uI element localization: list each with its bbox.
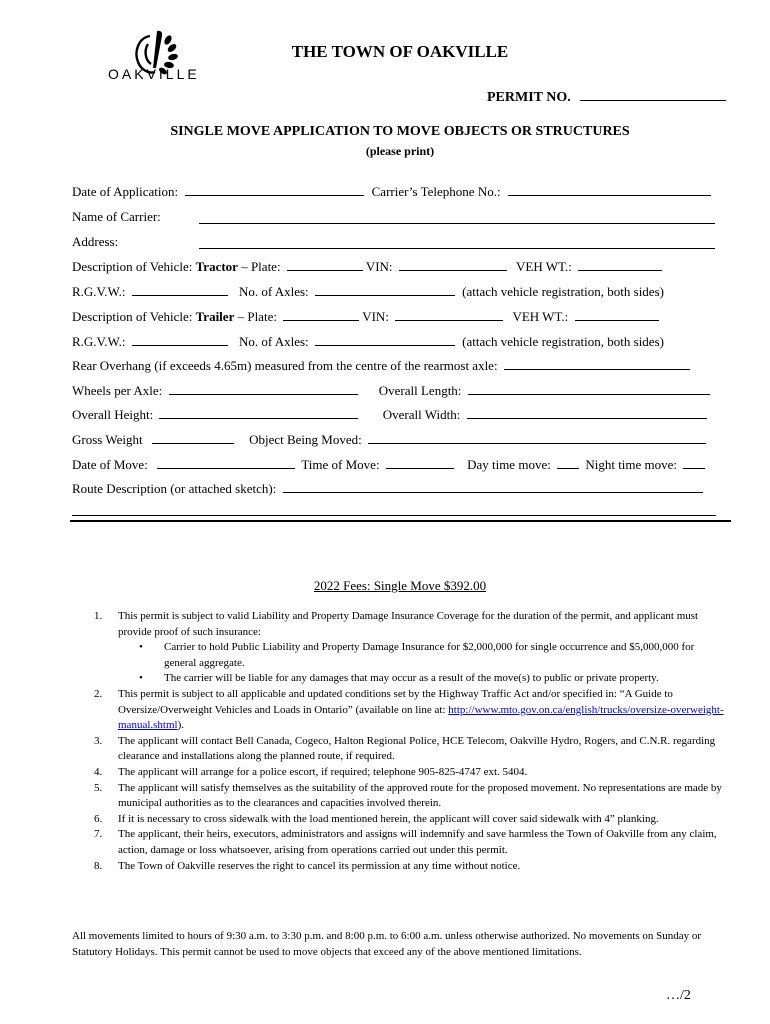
row-route [72, 481, 703, 497]
trailer-rgvw-blank[interactable] [132, 334, 228, 346]
day-time-move-blank[interactable] [557, 457, 579, 469]
route-description-blank-2[interactable] [72, 504, 716, 516]
tractor-vin-label: VIN: [365, 259, 393, 274]
term-number: 1. [94, 610, 103, 622]
vehicle-description-label: Description of Vehicle: [72, 259, 193, 274]
trailer-axles-label: No. of Axles: [238, 334, 309, 349]
permit-number-blank[interactable] [580, 89, 726, 101]
term-number: 6. [94, 812, 103, 825]
term-text: This permit is subject to valid Liability and Property Damage Insurance Coverage for the duration of the permit, and applicant must provide proof of such insurance: [118, 610, 699, 638]
term-text: This permit is subject to all applicable and updated conditions set by the Highway Traffic Act and/or specified in: “A Guide to Oversize/Overweight Vehicles and Loads in Ontario” (available on line at: [118, 687, 673, 716]
overall-length-label: Overall Length: [378, 383, 462, 398]
bullet-text: Carrier to hold Public Liability and Property Damage Insurance for $2,000,000 for single occurrence and $5,000,000 for general aggregate. [164, 641, 695, 669]
wheels-per-axle-blank[interactable] [169, 383, 358, 395]
overall-length-blank[interactable] [468, 383, 710, 395]
overall-width-blank[interactable] [467, 407, 707, 419]
rear-overhang-label: Rear Overhang (if exceeds 4.65m) measured from the centre of the rearmost axle: [72, 358, 498, 373]
mto-manual-link[interactable]: http://www.mto.gov.on.ca/english/trucks/oversize-overweight-manual.shtml [118, 703, 724, 732]
date-of-move-blank[interactable] [157, 457, 295, 469]
trailer-axles-blank[interactable] [315, 334, 455, 346]
gross-weight-label: Gross Weight [72, 432, 143, 447]
form-subheading: (please print) [365, 144, 435, 158]
page-continuation-marker: …/2 [666, 988, 691, 1003]
bullet-item [139, 671, 724, 687]
address-label: Address: [72, 234, 119, 249]
row-rear-overhang [72, 358, 690, 374]
term-number: 8. [94, 859, 103, 872]
term-number: 7. [94, 828, 103, 841]
term-item [94, 609, 724, 687]
form-heading: SINGLE MOVE APPLICATION TO MOVE OBJECTS OR STRUCTURES [170, 124, 630, 139]
term-item [94, 859, 724, 875]
tractor-attach-note: (attach vehicle registration, both sides) [462, 284, 664, 299]
tractor-rgvw-blank[interactable] [132, 284, 228, 296]
bullet-icon: • [139, 672, 143, 685]
term-text: The Town of Oakville reserves the right to cancel its permission at any time without notice. [118, 859, 521, 872]
carrier-phone-label: Carrier’s Telephone No.: [371, 184, 501, 199]
movement-limitations-note: All movements limited to hours of 9:30 a.m. to 3:30 p.m. and 8:00 p.m. to 6:00 a.m. unless otherwise authorized. No movements on Sunday or Statutory Holidays. This permit cannot be used to move objects that exceed any of the above mentioned limitations. [72, 930, 702, 958]
row-weight-object [72, 432, 706, 448]
night-time-move-label: Night time move: [585, 457, 678, 472]
tractor-plate-blank[interactable] [287, 259, 363, 271]
row-date-time-move [72, 457, 705, 473]
term-text: The applicant will satisfy themselves as the suitability of the approved route for the proposed movement. No representations are made by municipal authorities as to the clearances and capacities involved therein. [118, 781, 722, 810]
trailer-vin-blank[interactable] [395, 309, 503, 321]
permit-number-field [487, 89, 726, 106]
permit-number-label: PERMIT NO. [487, 90, 571, 105]
time-of-move-blank[interactable] [386, 457, 454, 469]
trailer-plate-label: – Plate: [237, 309, 277, 324]
row-carrier-name [72, 209, 161, 225]
date-of-application-label: Date of Application: [72, 184, 179, 199]
trailer-plate-blank[interactable] [283, 309, 359, 321]
gross-weight-blank[interactable] [152, 432, 234, 444]
term-item [94, 827, 724, 858]
bullet-icon: • [139, 641, 143, 654]
logo-wordmark: OAKVILLE [108, 66, 200, 82]
night-time-move-blank[interactable] [683, 457, 705, 469]
term-bullets [118, 640, 724, 687]
date-of-move-label: Date of Move: [72, 457, 148, 472]
trailer-label: Trailer [195, 309, 235, 324]
section-divider [70, 520, 731, 522]
bullet-text: The carrier will be liable for any damages that may occur as a result of the move(s) to public or private property. [164, 672, 659, 685]
trailer-attach-note: (attach vehicle registration, both sides) [462, 334, 664, 349]
term-text: The applicant will contact Bell Canada, Cogeco, Halton Regional Police, HCE Telecom, Oakville Hydro, Rogers, and C.N.R. regarding clearance and installations along the planned route, if required. [118, 734, 716, 763]
rear-overhang-blank[interactable] [504, 358, 690, 370]
row-trailer [72, 309, 659, 325]
term-item [94, 687, 724, 734]
row-wheels-length [72, 383, 710, 399]
tractor-plate-label: – Plate: [241, 259, 281, 274]
fees-text: 2022 Fees: Single Move $392.00 [313, 578, 487, 593]
term-number: 5. [94, 781, 103, 794]
row-address [72, 234, 118, 250]
tractor-rgvw-label: R.G.V.W.: [72, 284, 126, 299]
overall-height-blank[interactable] [159, 407, 358, 419]
route-description-blank[interactable] [283, 481, 703, 493]
route-description-label: Route Description (or attached sketch): [72, 481, 277, 496]
row-trailer-rgvw [72, 334, 664, 350]
term-item [94, 765, 724, 781]
tractor-label: Tractor [195, 259, 238, 274]
bullet-item [139, 640, 724, 671]
address-blank[interactable] [199, 237, 715, 249]
date-of-application-blank[interactable] [185, 184, 364, 196]
terms-list [94, 609, 724, 874]
term-number: 4. [94, 765, 103, 778]
trailer-veh-wt-label: VEH WT.: [512, 309, 569, 324]
tractor-axles-blank[interactable] [315, 284, 455, 296]
object-being-moved-label: Object Being Moved: [249, 432, 362, 447]
day-time-move-label: Day time move: [467, 457, 551, 472]
trailer-veh-wt-blank[interactable] [575, 309, 659, 321]
term-item [94, 812, 724, 828]
tractor-vin-blank[interactable] [399, 259, 507, 271]
term-number: 3. [94, 734, 103, 747]
overall-height-label: Overall Height: [72, 407, 154, 422]
object-being-moved-blank[interactable] [368, 432, 706, 444]
trailer-description-label: Description of Vehicle: [72, 309, 193, 324]
term-text-end: ). [177, 719, 184, 732]
term-number: 2. [94, 687, 103, 700]
name-of-carrier-blank[interactable] [199, 212, 715, 224]
document-title: THE TOWN OF OAKVILLE [291, 42, 509, 61]
time-of-move-label: Time of Move: [301, 457, 380, 472]
tractor-axles-label: No. of Axles: [238, 284, 309, 299]
term-text: The applicant, their heirs, executors, administrators and assigns will indemnify and save harmless the Town of Oakville from any claim, action, damage or loss whatsoever, arising from operations carried out under this permit. [118, 828, 717, 856]
row-height-width [72, 407, 707, 423]
term-item [94, 734, 724, 765]
row-tractor-rgvw [72, 284, 664, 300]
row-date-phone [72, 184, 711, 200]
term-text: The applicant will arrange for a police escort, if required; telephone 905-825-4747 ext. 5404. [118, 765, 528, 778]
trailer-rgvw-label: R.G.V.W.: [72, 334, 126, 349]
overall-width-label: Overall Width: [382, 407, 461, 422]
tractor-veh-wt-blank[interactable] [578, 259, 662, 271]
tractor-veh-wt-label: VEH WT.: [516, 259, 572, 274]
carrier-phone-blank[interactable] [508, 184, 711, 196]
row-tractor [72, 259, 662, 275]
trailer-vin-label: VIN: [362, 309, 389, 324]
term-text: If it is necessary to cross sidewalk with the load mentioned herein, the applicant will cover said sidewalk with 4” planking. [118, 812, 659, 825]
term-item [94, 781, 724, 812]
name-of-carrier-label: Name of Carrier: [72, 209, 161, 224]
wheels-per-axle-label: Wheels per Axle: [72, 383, 163, 398]
